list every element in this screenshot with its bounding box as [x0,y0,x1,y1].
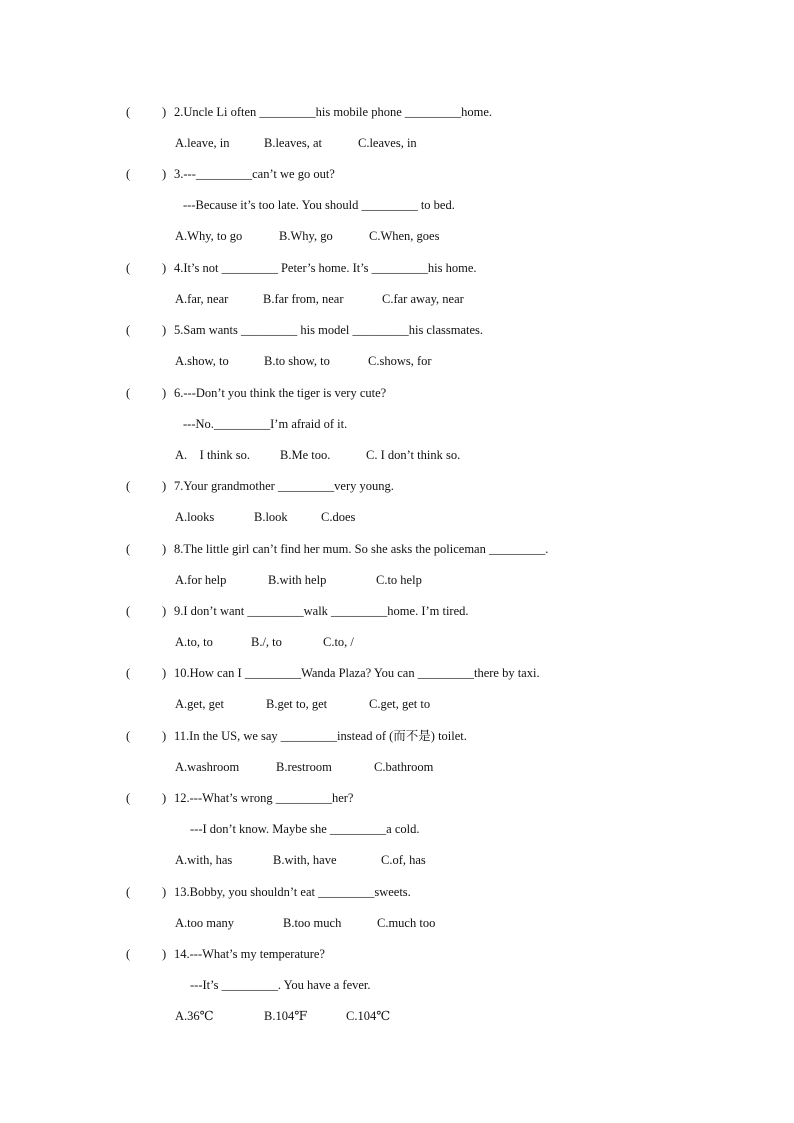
answer-paren-open: ( [126,947,131,961]
question-text: 8.The little girl can’t find her mum. So she asks the policeman _________. [174,542,549,556]
option-b: B.restroom [276,760,332,774]
option-b: B.with help [268,573,327,587]
answer-paren-close: ) [162,791,167,805]
option-c: C.does [321,510,356,524]
option-b: B./, to [251,635,282,649]
option-c: C.shows, for [368,354,432,368]
answer-paren-close: ) [162,261,167,275]
question-text: 5.Sam wants _________ his model _________his classmates. [174,323,484,337]
answer-paren-open: ( [126,791,131,805]
question-text: 6.---Don’t you think the tiger is very cute? [174,386,387,400]
question-text: 12.---What’s wrong _________her? [174,791,354,805]
option-a: A.with, has [175,853,233,867]
answer-paren-close: ) [162,323,167,337]
answer-paren-close: ) [162,167,167,181]
option-b: B.look [254,510,288,524]
answer-paren-close: ) [162,885,167,899]
answer-paren-close: ) [162,666,167,680]
question-text: 2.Uncle Li often _________his mobile phone _________home. [174,105,493,119]
reply-text: ---I don’t know. Maybe she _________a cold. [190,822,420,836]
answer-paren-close: ) [162,542,167,556]
question-text: 14.---What’s my temperature? [174,947,325,961]
question-text: 4.It’s not _________ Peter’s home. It’s _________his home. [174,261,477,275]
option-c: C.bathroom [374,760,434,774]
option-a: A.36℃ [175,1009,214,1023]
option-b: B.far from, near [263,292,344,306]
option-a: A.washroom [175,760,240,774]
answer-paren-open: ( [126,729,131,743]
option-b: B.Me too. [280,448,331,462]
option-a: A.to, to [175,635,213,649]
question-text: 11.In the US, we say _________instead of (而不是) toilet. [174,729,467,743]
answer-paren-open: ( [126,666,131,680]
answer-paren-open: ( [126,261,131,275]
option-c: C.of, has [381,853,426,867]
option-b: B.to show, to [264,354,330,368]
answer-paren-open: ( [126,323,131,337]
answer-paren-open: ( [126,386,131,400]
question-text: 13.Bobby, you shouldn’t eat _________sweets. [174,885,411,899]
option-c: C.get, get to [369,697,431,711]
option-c: C. I don’t think so. [366,448,461,462]
answer-paren-open: ( [126,167,131,181]
answer-paren-close: ) [162,105,167,119]
reply-text: ---No._________I’m afraid of it. [183,417,348,431]
option-a: A. I think so. [175,448,250,462]
option-c: C.leaves, in [358,136,417,150]
answer-paren-close: ) [162,729,167,743]
question-text: 10.How can I _________Wanda Plaza? You can _________there by taxi. [174,666,540,680]
answer-paren-close: ) [162,479,167,493]
option-b: B.with, have [273,853,337,867]
answer-paren-close: ) [162,604,167,618]
option-a: A.show, to [175,354,229,368]
option-a: A.Why, to go [175,229,243,243]
reply-text: ---It’s _________. You have a fever. [190,978,371,992]
answer-paren-open: ( [126,604,131,618]
answer-paren-open: ( [126,885,131,899]
option-b: B.get to, get [266,697,328,711]
question-text: 3.---_________can’t we go out? [174,167,335,181]
option-b: B.104℉ [264,1009,308,1023]
answer-paren-open: ( [126,542,131,556]
option-a: A.get, get [175,697,224,711]
option-a: A.for help [175,573,227,587]
option-b: B.leaves, at [264,136,322,150]
answer-paren-close: ) [162,947,167,961]
option-c: C.far away, near [382,292,464,306]
reply-text: ---Because it’s too late. You should _________ to bed. [183,198,455,212]
option-c: C.When, goes [369,229,440,243]
option-a: A.far, near [175,292,229,306]
question-text: 9.I don’t want _________walk _________home. I’m tired. [174,604,469,618]
answer-paren-open: ( [126,105,131,119]
option-c: C.to help [376,573,422,587]
answer-paren-close: ) [162,386,167,400]
option-c: C.to, / [323,635,354,649]
option-b: B.too much [283,916,342,930]
option-a: A.too many [175,916,235,930]
option-c: C.much too [377,916,436,930]
option-a: A.leave, in [175,136,230,150]
question-text: 7.Your grandmother _________very young. [174,479,394,493]
answer-paren-open: ( [126,479,131,493]
option-a: A.looks [175,510,215,524]
option-c: C.104℃ [346,1009,391,1023]
option-b: B.Why, go [279,229,333,243]
